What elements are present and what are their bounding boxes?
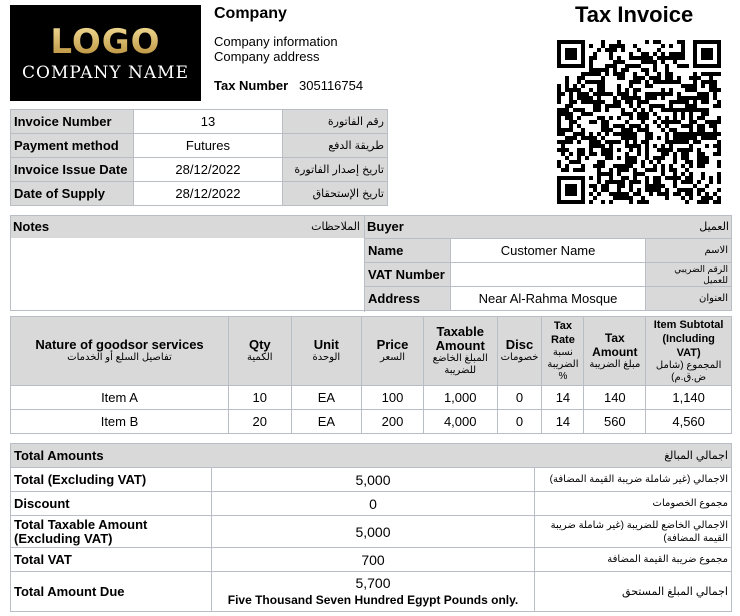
buyer-address-label-ar: العنوان <box>646 287 732 311</box>
table-row <box>11 386 732 410</box>
tax-number-value: 305116754 <box>299 78 364 93</box>
amount-due-label: Total Amount Due <box>11 572 212 612</box>
buyer-address-label: Address <box>365 287 451 311</box>
item-cell: 4,560 <box>646 410 732 434</box>
table-row <box>11 572 732 612</box>
buyer-label-ar: العميل <box>699 221 729 233</box>
buyer-name-value: Customer Name <box>450 239 645 263</box>
buyer-label: Buyer <box>367 219 404 234</box>
col-taxable-amount: Taxable Amount المبلغ الخاضع للضريبة <box>423 317 497 386</box>
item-cell: 20 <box>228 410 291 434</box>
supply-date-value: 28/12/2022 <box>133 182 283 206</box>
amount-due-label-ar: اجمالي المبلغ المستحق <box>535 572 732 612</box>
item-cell: EA <box>291 410 362 434</box>
company-logo <box>10 5 201 101</box>
total-excl-vat-label: Total (Excluding VAT) <box>11 468 212 492</box>
table-row <box>11 182 388 206</box>
table-row <box>11 516 732 548</box>
totals-header-row <box>11 444 732 468</box>
invoice-info-table <box>10 109 388 206</box>
discount-label: Discount <box>11 492 212 516</box>
item-cell: 560 <box>584 410 646 434</box>
item-cell: 0 <box>497 386 542 410</box>
buyer-vat-label: VAT Number <box>365 263 451 287</box>
notes-header <box>11 216 365 238</box>
table-row <box>11 158 388 182</box>
logo-company-name: COMPANY NAME <box>22 63 189 83</box>
col-unit: Unit الوحدة <box>291 317 362 386</box>
buyer-name-label: Name <box>365 239 451 263</box>
buyer-vat-label-ar: الرقم الضريبي للعميل <box>646 263 732 287</box>
item-cell: 14 <box>542 410 584 434</box>
supply-date-label-ar: تاريخ الإستحقاق <box>283 182 388 206</box>
taxable-amount-value: 5,000 <box>211 516 535 548</box>
notes-label-ar: الملاحظات <box>311 221 360 233</box>
item-cell: 140 <box>584 386 646 410</box>
total-vat-label: Total VAT <box>11 548 212 572</box>
col-tax-amount: Tax Amount مبلغ الضريبة <box>584 317 646 386</box>
table-row <box>365 263 732 287</box>
qr-code-icon <box>557 40 721 204</box>
company-address: Company address <box>214 49 320 64</box>
total-vat-value: 700 <box>211 548 535 572</box>
totals-table <box>10 443 732 612</box>
table-row <box>11 134 388 158</box>
total-vat-label-ar: مجموع ضريبة القيمة المضافة <box>535 548 732 572</box>
item-cell: 14 <box>542 386 584 410</box>
item-cell: Item B <box>11 410 229 434</box>
table-row <box>11 548 732 572</box>
items-header-row <box>11 317 732 386</box>
buyer-address-value: Near Al-Rahma Mosque <box>450 287 645 311</box>
discount-value: 0 <box>211 492 535 516</box>
payment-method-label-ar: طريقة الدفع <box>283 134 388 158</box>
col-tax-rate: Tax Rate نسبة الضريبة % <box>542 317 584 386</box>
taxable-amount-label-ar: الاجمالي الخاضع للضريبة (غير شاملة ضريبة القيمة المضافة) <box>535 516 732 548</box>
taxable-amount-label: Total Taxable Amount (Excluding VAT) <box>11 516 212 548</box>
invoice-number-label: Invoice Number <box>11 110 134 134</box>
col-qty: Qty الكمية <box>228 317 291 386</box>
issue-date-label: Invoice Issue Date <box>11 158 134 182</box>
col-price: Price السعر <box>362 317 424 386</box>
supply-date-label: Date of Supply <box>11 182 134 206</box>
tax-number-label: Tax Number <box>214 78 289 93</box>
col-description: Nature of goodsor services تفاصيل السلع أو الخدمات <box>11 317 229 386</box>
issue-date-label-ar: تاريخ إصدار الفاتورة <box>283 158 388 182</box>
amount-due-value: 5,700 <box>355 574 391 591</box>
total-excl-vat-value: 5,000 <box>211 468 535 492</box>
table-row <box>365 287 732 311</box>
document-title: Tax Invoice <box>575 2 694 27</box>
table-row <box>365 239 732 263</box>
item-cell: 1,000 <box>423 386 497 410</box>
logo-word: LOGO <box>50 22 161 62</box>
totals-label-ar: اجمالي المبالغ <box>535 444 732 468</box>
col-item-subtotal: Item Subtotal (Including VAT) المجموع (شامل ض.ق.م) <box>646 317 732 386</box>
invoice-number-label-ar: رقم الفاتورة <box>283 110 388 134</box>
payment-method-value: Futures <box>133 134 283 158</box>
amount-due-cell <box>211 572 535 612</box>
buyer-name-label-ar: الاسم <box>646 239 732 263</box>
table-row <box>11 410 732 434</box>
company-information: Company information <box>214 34 338 49</box>
buyer-vat-value <box>450 263 645 287</box>
notes-label: Notes <box>13 219 50 234</box>
table-row <box>11 492 732 516</box>
amount-in-words: Five Thousand Seven Hundred Egypt Pounds only. <box>227 592 519 607</box>
buyer-header <box>365 216 731 238</box>
item-cell: EA <box>291 386 362 410</box>
total-excl-vat-label-ar: الاجمالي (غير شاملة ضريبة القيمة المضافة) <box>535 468 732 492</box>
payment-method-label: Payment method <box>11 134 134 158</box>
totals-label: Total Amounts <box>11 444 535 468</box>
items-table <box>10 316 732 434</box>
discount-label-ar: مجموع الخصومات <box>535 492 732 516</box>
company-name: Company <box>214 5 287 22</box>
table-row <box>11 110 388 134</box>
item-cell: 200 <box>362 410 424 434</box>
invoice-number-value: 13 <box>133 110 283 134</box>
col-disc: Disc خصومات <box>497 317 542 386</box>
item-cell: 100 <box>362 386 424 410</box>
buyer-table <box>364 238 732 311</box>
item-cell: 10 <box>228 386 291 410</box>
item-cell: 1,140 <box>646 386 732 410</box>
issue-date-value: 28/12/2022 <box>133 158 283 182</box>
item-cell: Item A <box>11 386 229 410</box>
item-cell: 4,000 <box>423 410 497 434</box>
item-cell: 0 <box>497 410 542 434</box>
table-row <box>11 468 732 492</box>
